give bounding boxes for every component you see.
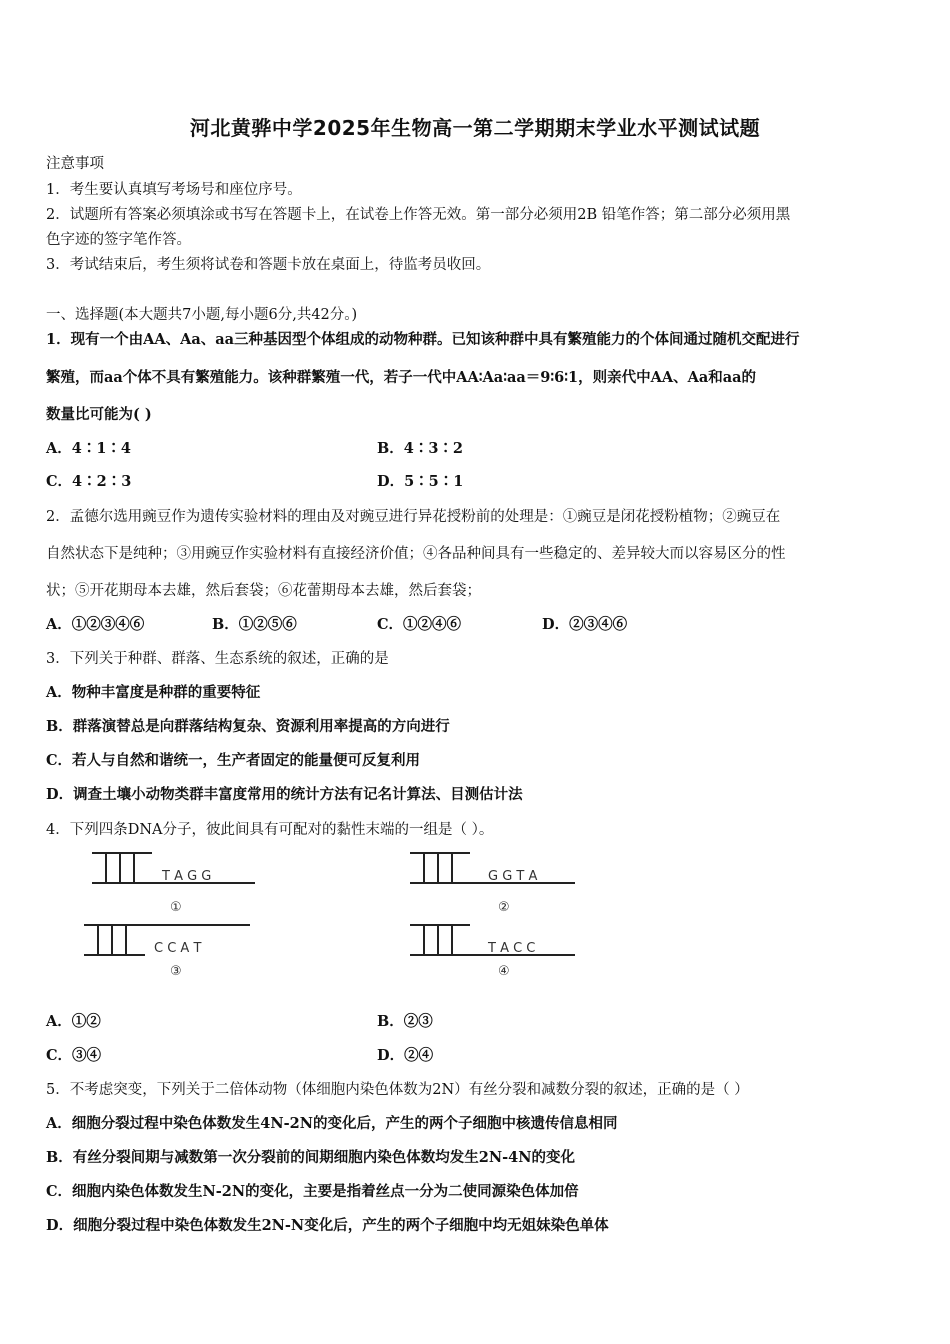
q3-option-d: D．调查土壤小动物类群丰富度常用的统计方法有记名计算法、目测估计法 [46, 786, 523, 803]
q5-option-a: A．细胞分裂过程中染色体数发生4N-2N的变化后，产生的两个子细胞中核遗传信息相同 [46, 1115, 618, 1132]
q1-option-d: D．5∶5∶1 [377, 473, 464, 490]
notice-item: 色字迹的签字笔作答。 [46, 232, 191, 248]
q2-option-b: B．①②⑤⑥ [212, 616, 297, 633]
dna-seq-1: T A G G [162, 869, 212, 884]
q5-option-c: C．细胞内染色体数发生N-2N的变化，主要是指着丝点一分为二使同源染色体加倍 [46, 1183, 579, 1200]
q2-option-a: A．①②③④⑥ [46, 616, 145, 633]
dna-label-4: ④ [498, 964, 510, 979]
q1-option-a: A．4∶1∶4 [46, 440, 132, 457]
q5-option-d: D．细胞分裂过程中染色体数发生2N-N变化后，产生的两个子细胞中均无姐妹染色单体 [46, 1217, 609, 1234]
q1-line: 1．现有一个由AA、Aa、aa三种基因型个体组成的动物种群。已知该种群中具有繁殖能力的个体间通过随机交配进行 [46, 331, 800, 348]
dna-svg [70, 843, 590, 988]
dna-label-1: ① [170, 900, 182, 915]
q3-option-a: A．物种丰富度是种群的重要特征 [46, 684, 261, 701]
q4-stem: 4．下列四条DNA分子，彼此间具有可配对的黏性末端的一组是（ ）。 [46, 822, 494, 838]
q1-line: 繁殖，而aa个体不具有繁殖能力。该种群繁殖一代，若子一代中AA∶Aa∶aa＝9∶6∶1，则亲代中AA、Aa和aa的 [46, 369, 757, 386]
notice-heading: 注意事项 [46, 156, 104, 172]
notice-item: 1．考生要认真填写考场号和座位序号。 [46, 182, 302, 198]
q2-line: 自然状态下是纯种；③用豌豆作实验材料有直接经济价值；④各品种间具有一些稳定的、差异较大而以容易区分的性 [46, 546, 786, 562]
dna-seq-2: G G T A [488, 869, 538, 884]
dna-seq-3: C C A T [154, 941, 202, 956]
q5-stem: 5．不考虑突变，下列关于二倍体动物（体细胞内染色体数为2N）有丝分裂和减数分裂的叙述，正确的是（ ） [46, 1082, 749, 1098]
page-title: 河北黄骅中学2025年生物高一第二学期期末学业水平测试试题 [189, 116, 761, 140]
q2-line: 状；⑤开花期母本去雄，然后套袋；⑥花蕾期母本去雄，然后套袋； [46, 583, 481, 599]
q2-option-c: C．①②④⑥ [377, 616, 462, 633]
q4-option-d: D．②④ [377, 1047, 434, 1064]
q4-option-b: B．②③ [377, 1013, 433, 1030]
notice-item: 3．考试结束后，考生须将试卷和答题卡放在桌面上，待监考员收回。 [46, 257, 491, 273]
dna-label-2: ② [498, 900, 510, 915]
q2-option-d: D．②③④⑥ [542, 616, 628, 633]
q3-option-b: B．群落演替总是向群落结构复杂、资源利用率提高的方向进行 [46, 718, 450, 735]
dna-seq-4: T A C C [488, 941, 536, 956]
q1-option-c: C．4∶2∶3 [46, 473, 132, 490]
q1-line: 数量比可能为( ) [46, 406, 152, 423]
q4-option-a: A．①② [46, 1013, 101, 1030]
q1-option-b: B．4∶3∶2 [377, 440, 464, 457]
dna-label-3: ③ [170, 964, 182, 979]
section-heading: 一、选择题(本大题共7小题,每小题6分,共42分。) [46, 307, 358, 323]
q2-line: 2．孟德尔选用豌豆作为遗传实验材料的理由及对豌豆进行异花授粉前的处理是：①豌豆是闭花授粉植物；②豌豆在 [46, 509, 781, 525]
dna-figure [70, 843, 590, 988]
q5-option-b: B．有丝分裂间期与减数第一次分裂前的间期细胞内染色体数均发生2N-4N的变化 [46, 1149, 575, 1166]
q3-option-c: C．若人与自然和谐统一，生产者固定的能量便可反复利用 [46, 752, 421, 769]
q4-option-c: C．③④ [46, 1047, 102, 1064]
q3-stem: 3．下列关于种群、群落、生态系统的叙述，正确的是 [46, 651, 389, 667]
notice-item: 2．试题所有答案必须填涂或书写在答题卡上，在试卷上作答无效。第一部分必须用2B 铅笔作答；第二部分必须用黑 [46, 207, 791, 223]
